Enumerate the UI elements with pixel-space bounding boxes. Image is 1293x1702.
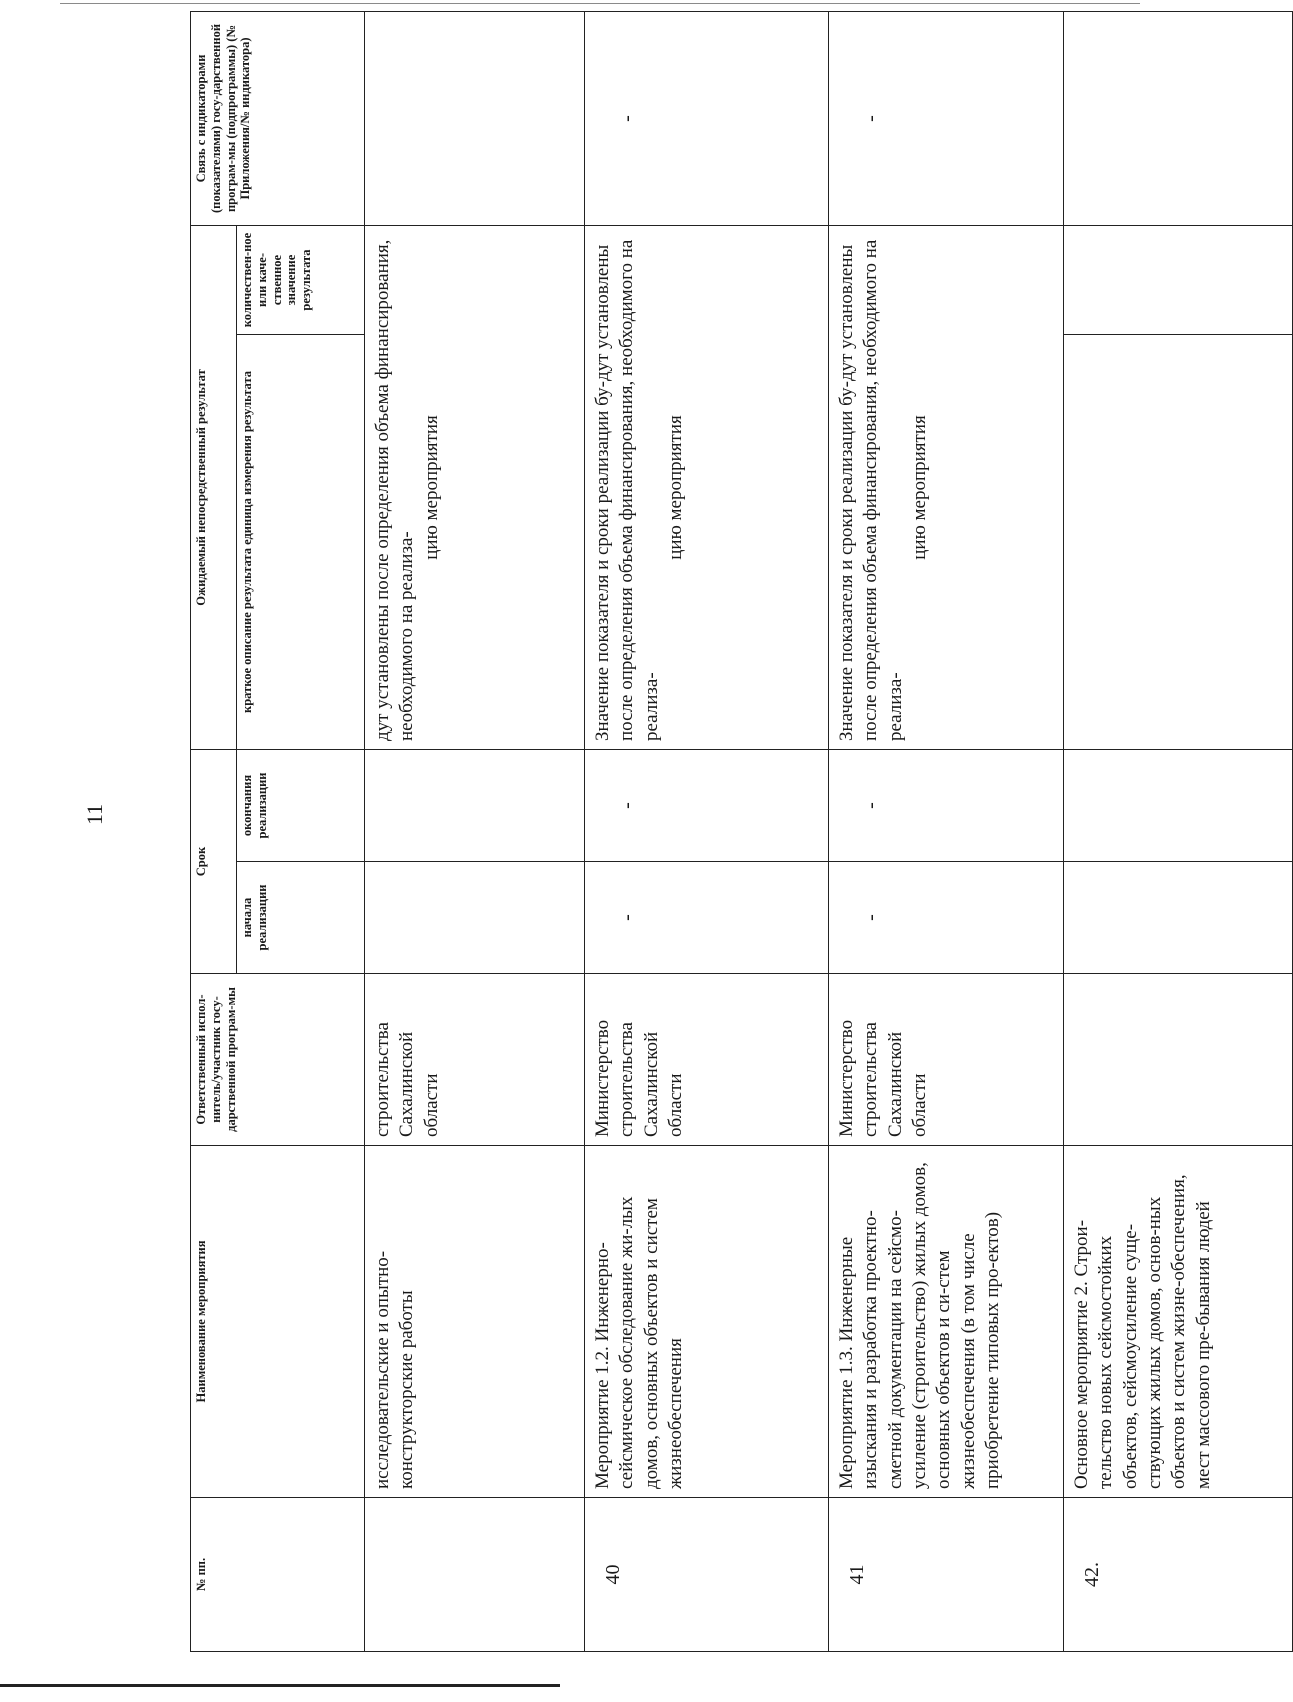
header-name: Наименование мероприятия <box>191 1146 365 1498</box>
row-link: - <box>829 12 1064 226</box>
row-num <box>365 1498 585 1652</box>
row-result <box>365 226 585 750</box>
row-link <box>365 12 585 226</box>
header-num: № пп. <box>191 1498 365 1652</box>
row-result-tail: цию мероприятия <box>664 415 686 560</box>
row-result-desc <box>1064 335 1293 750</box>
row-start: - <box>585 862 829 974</box>
row-result <box>829 226 1064 750</box>
row-result-lead: Значение показателя и сроки реализации бу-дут установлены после определения объема финансирования, необходимого на реализа- <box>836 239 906 741</box>
table-row <box>585 12 829 1652</box>
row-name: Мероприятие 1.2. Инженерно-сейсмическое обследование жи-лых домов, основных объектов и систем жизнеобеспечения <box>585 1146 829 1498</box>
row-link <box>1064 12 1293 226</box>
row-end <box>1064 750 1293 862</box>
header-result-desc: краткое описание результата единица измерения результата <box>237 335 365 750</box>
row-num: 41 <box>829 1498 1064 1652</box>
row-start <box>365 862 585 974</box>
row-start <box>1064 862 1293 974</box>
row-result <box>585 226 829 750</box>
rotated-table-wrapper <box>190 12 1292 1652</box>
row-start: - <box>829 862 1064 974</box>
row-executor <box>1064 974 1293 1146</box>
header-link: Связь с индикаторами (показателями) госу-дарственной програм-мы (подпрограммы) (№ Приложения/№ индикатора) <box>191 12 365 226</box>
row-executor: строительства Сахалинской области <box>365 974 585 1146</box>
row-end: - <box>585 750 829 862</box>
row-result-tail: цию мероприятия <box>908 415 930 560</box>
row-result-lead: дут установлены после определения объема финансирования, необходимого на реализа- <box>372 239 418 741</box>
row-end <box>365 750 585 862</box>
header-executor: Ответственный испол-нитель/участник госу-дарственной програм-мы <box>191 974 365 1146</box>
row-name: Мероприятие 1.3. Инженерные изыскания и разработка проектно-сметной документации на сейсмо-усиление (строительство) жилых домов, основных объектов и си-стем жизнеобеспечения (в том числе приобретение типовых про-ектов) <box>829 1146 1064 1498</box>
header-term-end: окончания реализации <box>237 750 365 862</box>
row-name: Основное мероприятие 2. Строи-тельство новых сейсмостойких объектов, сейсмоусиление суще-ствующих жилых домов, основ-ных объектов и систем жизне-обеспечения, мест массового пре-бывания людей <box>1064 1146 1293 1498</box>
row-name: исследовательские и опытно-конструкторские работы <box>365 1146 585 1498</box>
header-result-value: количествен-ное или каче-ственное значение результата <box>237 226 365 335</box>
row-executor: Министерство строительства Сахалинской области <box>585 974 829 1146</box>
measures-table <box>190 11 1293 1652</box>
page-number: 11 <box>82 803 107 825</box>
row-executor: Министерство строительства Сахалинской области <box>829 974 1064 1146</box>
header-term-start: начала реализации <box>237 862 365 974</box>
row-result-tail: цию мероприятия <box>420 415 442 560</box>
table-row <box>365 12 585 1652</box>
table-row <box>829 12 1064 1652</box>
header-term: Срок <box>191 750 237 974</box>
table-row <box>1064 12 1293 1652</box>
header-result: Ожидаемый непосредственный результат <box>191 226 237 750</box>
row-num: 42. <box>1064 1498 1293 1652</box>
row-num: 40 <box>585 1498 829 1652</box>
row-link: - <box>585 12 829 226</box>
scan-edge-line <box>60 3 1140 4</box>
header-row-1 <box>191 12 237 1652</box>
row-result-lead: Значение показателя и сроки реализации бу-дут установлены после определения объема финансирования, необходимого на реализа- <box>592 239 662 741</box>
scan-edge-line-bottom <box>0 1684 560 1687</box>
row-result-value <box>1064 226 1293 335</box>
row-end: - <box>829 750 1064 862</box>
